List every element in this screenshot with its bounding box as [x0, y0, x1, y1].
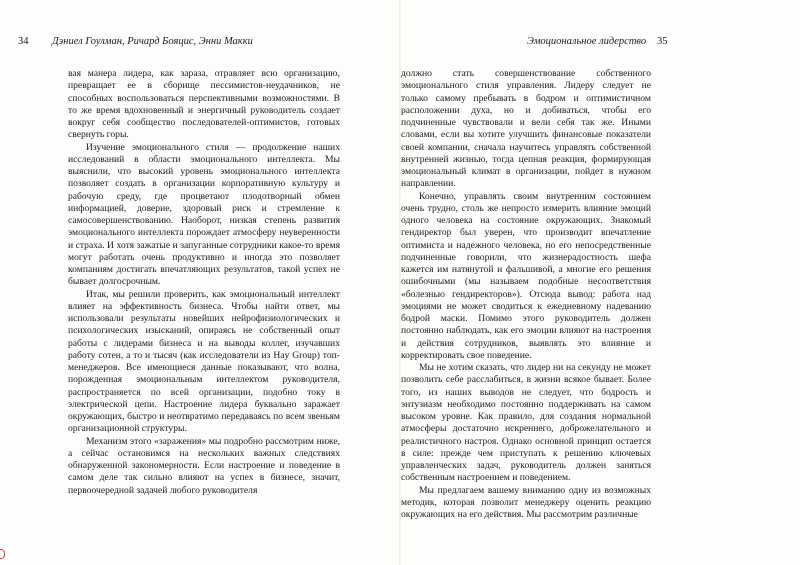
- paragraph: вая манера лидера, как зараза, отравляет всю организацию, превращает ее в сборище пессимистов-неудачников, не способных воспользоваться перспективными возможностями. В то же время вдохновенный и энергичный руководитель создает вокруг себя сообщество последователей-оптимистов, готовых свернуть горы.: [68, 68, 340, 141]
- page-number: 35: [657, 36, 668, 47]
- right-page: [401, 0, 800, 565]
- body-text: [401, 68, 651, 521]
- paragraph: Изучение эмоционального стиля — продолжение наших исследований в области эмоционального интеллекта. Мы выяснили, что высокий уровень эмоционального интеллекта позволяет создать в организации корпоративную культуру и рабочую среду, где процветают плодотворный обмен информацией, доверие, здоровый риск и стремление к самосовершенствованию. Наоборот, низкая степень развития эмоционального интеллекта порождает атмосферу неуверенности и страха. И хотя зажатые и запуганные сотрудники какое-то время могут работать очень продуктивно и иногда это позволяет компаниям достигать впечатляющих результатов, такой успех не бывает долгосрочным.: [68, 141, 340, 288]
- paragraph: должно стать совершенствование собственного эмоционального стиля управления. Лидеру следует не только самому пребывать в бодром и оптимистичном расположении духа, но и добиваться, чтобы его подчиненные чувствовали и вели себя так же. Иными словами, если вы хотите улучшить финансовые показатели своей компании, сначала научитесь управлять собственной внутренней жизнью, тогда цепная реакция, формирующая эмоциональный климат в организации, пойдет в нужном направлении.: [401, 68, 651, 190]
- paragraph: Механизм этого «заражения» мы подробно рассмотрим ниже, а сейчас остановимся на нескольких важных следствиях обнаруженной закономерности. Если настроение и поведение в самом деле так сильно влияют на успех в бизнесе, значит, первоочередной задачей любого руководителя: [68, 435, 340, 496]
- paragraph: Конечно, управлять своим внутренним состоянием очень трудно, столь же непросто измерить влияние эмоций одного человека на состояние окружающих. Знакомый гендиректор был уверен, что производит впечатление оптимиста и надежного человека, но его непосредственные подчиненные говорили, что жизнерадостность шефа кажется им натянутой и фальшивой, а многие его решения ошибочными (мы называем подобные несоответствия «болезнью гендиректоров»). Отсюда вывод: работа над эмоциями не может сводиться к ежедневному надеванию бодрой маски. Помимо этого руководитель должен постоянно наблюдать, как его эмоции влияют на настроения и действия сотрудников, выявлять это влияние и корректировать свое поведение.: [401, 190, 651, 361]
- body-text: [68, 68, 340, 497]
- paragraph: Мы не хотим сказать, что лидер ни на секунду не может позволить себе расслабиться, в жизни всякое бывает. Более того, из наших выводов не следует, что бодрость и энтузиазм необходимо постоянно поддерживать на самом высоком уровне. Как правило, для создания нормальной атмосферы достаточно искреннего, доброжелательного и реалистичного настроя. Однако основной принцип остается в силе: прежде чем приступать к решению ключевых управленческих задач, руководитель должен заняться собственным настроением и поведением.: [401, 362, 651, 484]
- paragraph: Мы предлагаем вашему вниманию одну из возможных методик, которая позволит менеджеру оценить реакцию окружающих на его действия. Мы рассмотрим различные: [401, 484, 651, 520]
- running-head: Эмоциональное лидерство: [527, 36, 647, 47]
- paragraph: Итак, мы решили проверить, как эмоциональный интеллект влияет на эффективность бизнеса. Чтобы найти ответ, мы использовали результаты новейших нейрофизиологических и психологических изысканий, опираясь не собственный опыт работы с лидерами бизнеса и на выводы коллег, изучавших работу сотен, а то и тысяч (как исследователи из Hay Group) топ-менеджеров. Все имеющиеся данные показывают, что волна, порожденная эмоциональным интеллектом руководителя, распространяется по всей организации, подобно току в электрической цепи. Настроение лидера буквально заражает окружающих, быстро и неотвратимо передаваясь по всем звеньям организационной структуры.: [68, 288, 340, 435]
- running-head: Дэниел Гоулман, Ричард Бояцис, Энни Макки: [52, 36, 253, 47]
- page-number: 34: [18, 36, 29, 47]
